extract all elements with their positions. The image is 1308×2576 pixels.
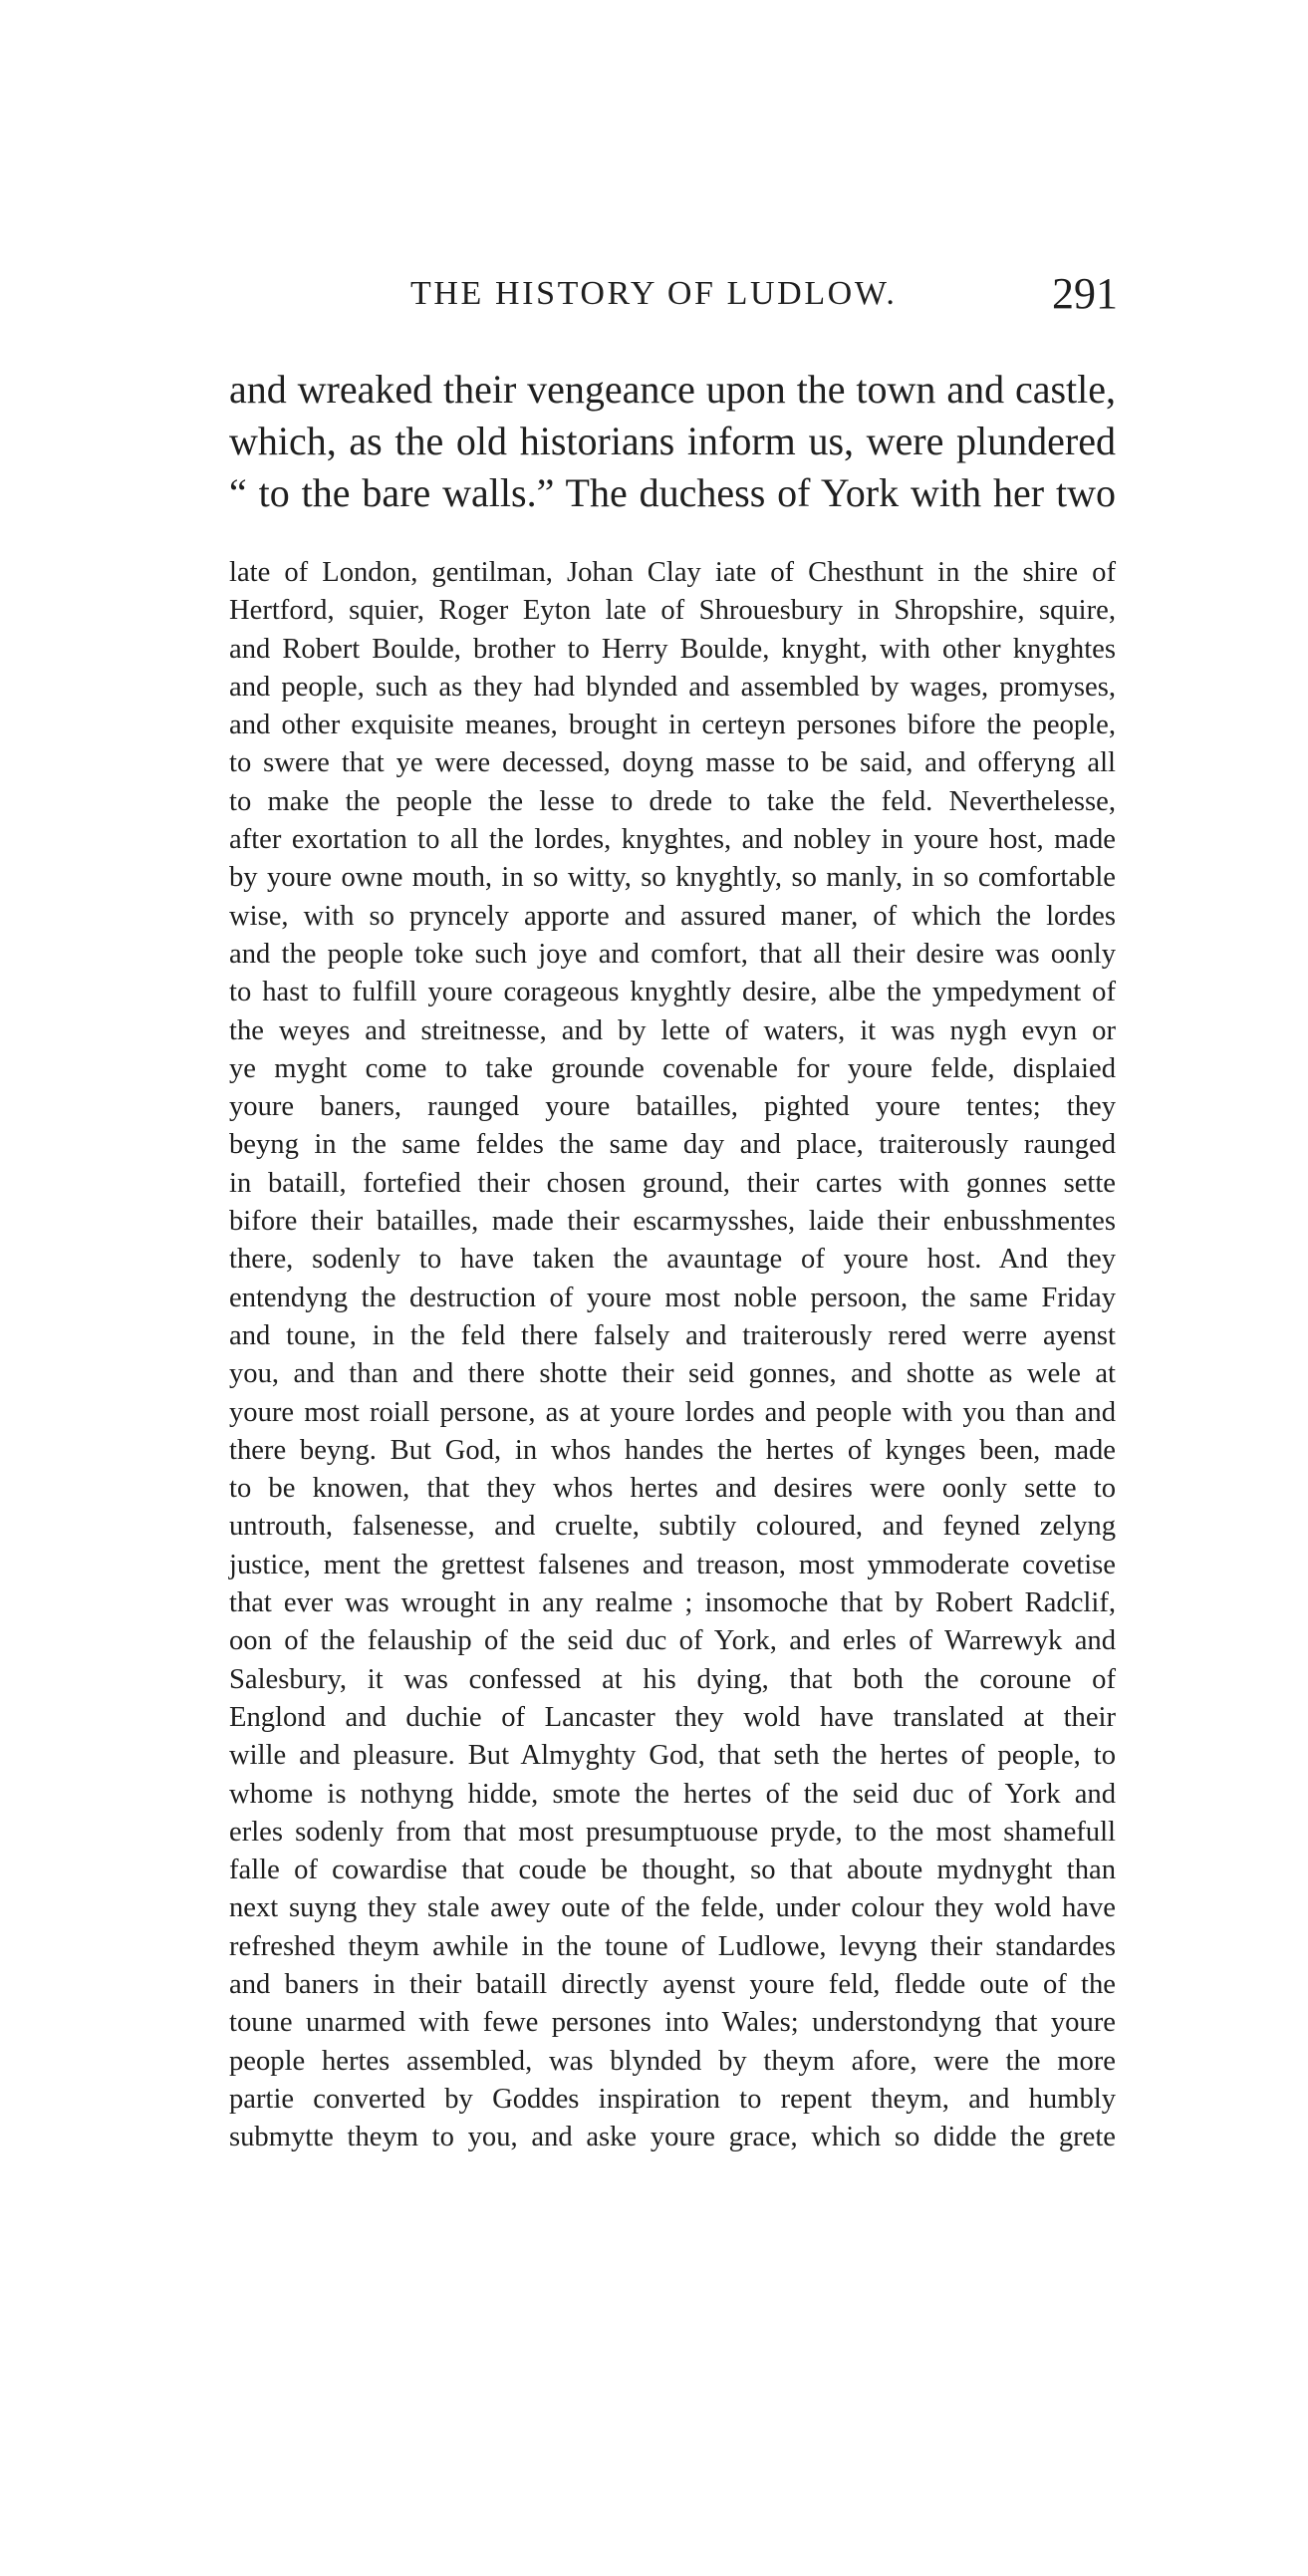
footnote-line: youre most roiall persone, as at youre lordes and people with you than and (229, 1396, 1116, 1428)
footnote-line: Hertford, squier, Roger Eyton late of Shrouesbury in Shropshire, squire, (229, 595, 1116, 627)
footnote-line: after exortation to all the lordes, knyghtes, and nobley in youre host, made (229, 824, 1116, 856)
footnote-line: toune unarmed with fewe persones into Wales; understondyng that youre (229, 2007, 1116, 2039)
footnote-line: refreshed theym awhile in the toune of Ludlowe, levyng their standardes (229, 1930, 1116, 1962)
footnote-line: justice, ment the grettest falsenes and treason, most ymmoderate covetise (229, 1549, 1116, 1580)
footnote-line: Salesbury, it was confessed at his dying, that both the coroune of (229, 1663, 1116, 1695)
footnote-line: to be knowen, that they whos hertes and desires were oonly sette to (229, 1473, 1116, 1505)
text-line: which, as the old historians inform us, were plundered (229, 419, 1116, 463)
footnote-line: and toune, in the feld there falsely and traiterously rered werre ayenst (229, 1319, 1116, 1351)
footnote-line: and Robert Boulde, brother to Herry Boulde, knyght, with other knyghtes (229, 633, 1116, 665)
footnote-line: submytte theym to you, and aske youre grace, which so didde the grete (229, 2122, 1116, 2153)
footnote-line: to swere that ye were decessed, doyng masse to be said, and offeryng all (229, 747, 1116, 779)
footnote-line: partie converted by Goddes inspiration to repent theym, and humbly (229, 2083, 1116, 2115)
text-line: and wreaked their vengeance upon the town and castle, (229, 367, 1116, 412)
footnote-line: ye myght come to take grounde covenable for youre felde, displaied (229, 1052, 1116, 1084)
footnote-line: falle of cowardise that coude be thought, so that aboute mydnyght than (229, 1855, 1116, 1886)
footnote (229, 554, 1116, 2156)
footnote-line: wille and pleasure. But Almyghty God, that seth the hertes of people, to (229, 1740, 1116, 1772)
main-text (229, 364, 1116, 519)
footnote-line: bifore their batailles, made their escarmysshes, laide their enbusshmentes (229, 1206, 1116, 1238)
page-number: 291 (1052, 269, 1118, 318)
footnote-line: to make the people the lesse to drede to take the feld. Neverthelesse, (229, 785, 1116, 817)
footnote-line: and people, such as they had blynded and assembled by wages, promyses, (229, 671, 1116, 703)
footnote-line: and baners in their bataill directly ayenst youre feld, fledde oute of the (229, 1968, 1116, 2000)
footnote-line: to hast to fulfill youre corageous knyghtly desire, albe the ympedyment of (229, 977, 1116, 1008)
footnote-line: untrouth, falsenesse, and cruelte, subtily coloured, and feyned zelyng (229, 1511, 1116, 1543)
running-head: THE HISTORY OF LUDLOW. (410, 275, 898, 312)
text-line: “ to the bare walls.” The duchess of York with her two (229, 470, 1116, 515)
footnote-line: oon of the felauship of the seid duc of York, and erles of Warrewyk and (229, 1625, 1116, 1657)
footnote-line: there, sodenly to have taken the avauntage of youre host. And they (229, 1244, 1116, 1276)
footnote-line: entendyng the destruction of youre most noble persoon, the same Friday (229, 1282, 1116, 1313)
footnote-line: there beyng. But God, in whos handes the hertes of kynges been, made (229, 1434, 1116, 1466)
footnote-line: erles sodenly from that most presumptuouse pryde, to the most shamefull (229, 1816, 1116, 1848)
footnote-line: the weyes and streitnesse, and by lette of waters, it was nygh evyn or (229, 1014, 1116, 1046)
footnote-line: whome is nothyng hidde, smote the hertes of the seid duc of York and (229, 1778, 1116, 1810)
footnote-line: Englond and duchie of Lancaster they wold have translated at their (229, 1701, 1116, 1733)
footnote-line: in bataill, fortefied their chosen ground, their cartes with gonnes sette (229, 1167, 1116, 1199)
footnote-line: beyng in the same feldes the same day and place, traiterously raunged (229, 1129, 1116, 1161)
footnote-line: you, and than and there shotte their seid gonnes, and shotte as wele at (229, 1358, 1116, 1390)
footnote-line: that ever was wrought in any realme ; insomoche that by Robert Radclif, (229, 1587, 1116, 1619)
footnote-line: wise, with so pryncely apporte and assured maner, of which the lordes (229, 900, 1116, 932)
footnote-line: next suyng they stale awey oute of the felde, under colour they wold have (229, 1892, 1116, 1924)
footnote-line: late of London, gentilman, Johan Clay iate of Chesthunt in the shire of (229, 557, 1116, 588)
footnote-line: and the people toke such joye and comfort, that all their desire was oonly (229, 938, 1116, 970)
footnote-line: youre baners, raunged youre batailles, pighted youre tentes; they (229, 1091, 1116, 1123)
page-header (410, 269, 1118, 319)
footnote-line: by youre owne mouth, in so witty, so knyghtly, so manly, in so comfortable (229, 862, 1116, 894)
footnote-line: and other exquisite meanes, brought in certeyn persones bifore the people, (229, 710, 1116, 741)
footnote-line: people hertes assembled, was blynded by theym afore, were the more (229, 2045, 1116, 2077)
